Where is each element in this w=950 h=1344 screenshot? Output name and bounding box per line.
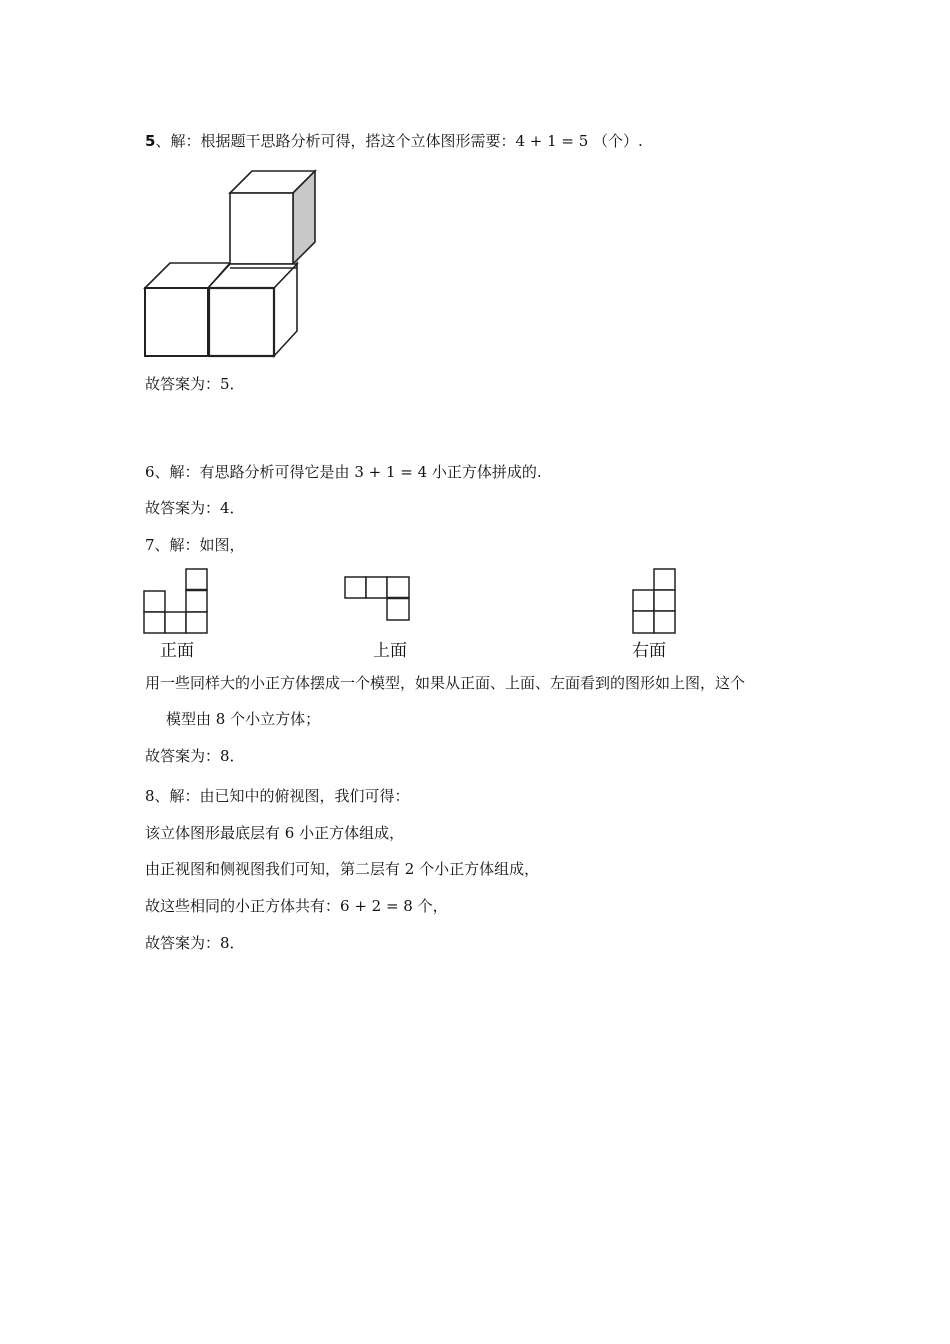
front-view-figure xyxy=(143,568,213,636)
top-view-figure xyxy=(344,576,414,622)
q5-answer: 故答案为：5． xyxy=(145,375,245,393)
q8-line2: 由正视图和侧视图我们可知，第二层有 2 个小正方体组成， xyxy=(145,860,540,878)
q7-description-line1: 用一些同样大的小正方体摆成一个模型，如果从正面、上面、左面看到的图形如上图，这个 xyxy=(145,674,746,692)
q8-answer: 故答案为：8． xyxy=(145,934,245,952)
q5-number: 5 xyxy=(145,132,156,150)
q5-statement xyxy=(145,131,643,151)
q7-statement: 7、解：如图， xyxy=(145,536,245,554)
q8-statement: 8、解：由已知中的俯视图，我们可得： xyxy=(145,787,410,805)
front-view-label: 正面 xyxy=(160,641,194,661)
q7-answer: 故答案为：8． xyxy=(145,747,245,765)
cube-stack-figure xyxy=(140,168,325,363)
q8-line3: 故这些相同的小正方体共有：6 + 2 = 8 个， xyxy=(145,897,448,915)
q6-statement: 6、解：有思路分析可得它是由 3 + 1 = 4 小正方体拼成的. xyxy=(145,463,542,481)
q8-line1: 该立体图形最底层有 6 小正方体组成， xyxy=(145,824,405,842)
q5-text: 、解：根据题干思路分析可得，搭这个立体图形需要：4 + 1 = 5 （个）. xyxy=(155,132,643,150)
q7-description-line2: 模型由 8 个小立方体； xyxy=(166,710,321,728)
right-view-label: 右面 xyxy=(632,641,666,661)
q6-answer: 故答案为：4． xyxy=(145,499,245,517)
top-view-label: 上面 xyxy=(373,641,407,661)
right-view-figure xyxy=(632,568,682,636)
